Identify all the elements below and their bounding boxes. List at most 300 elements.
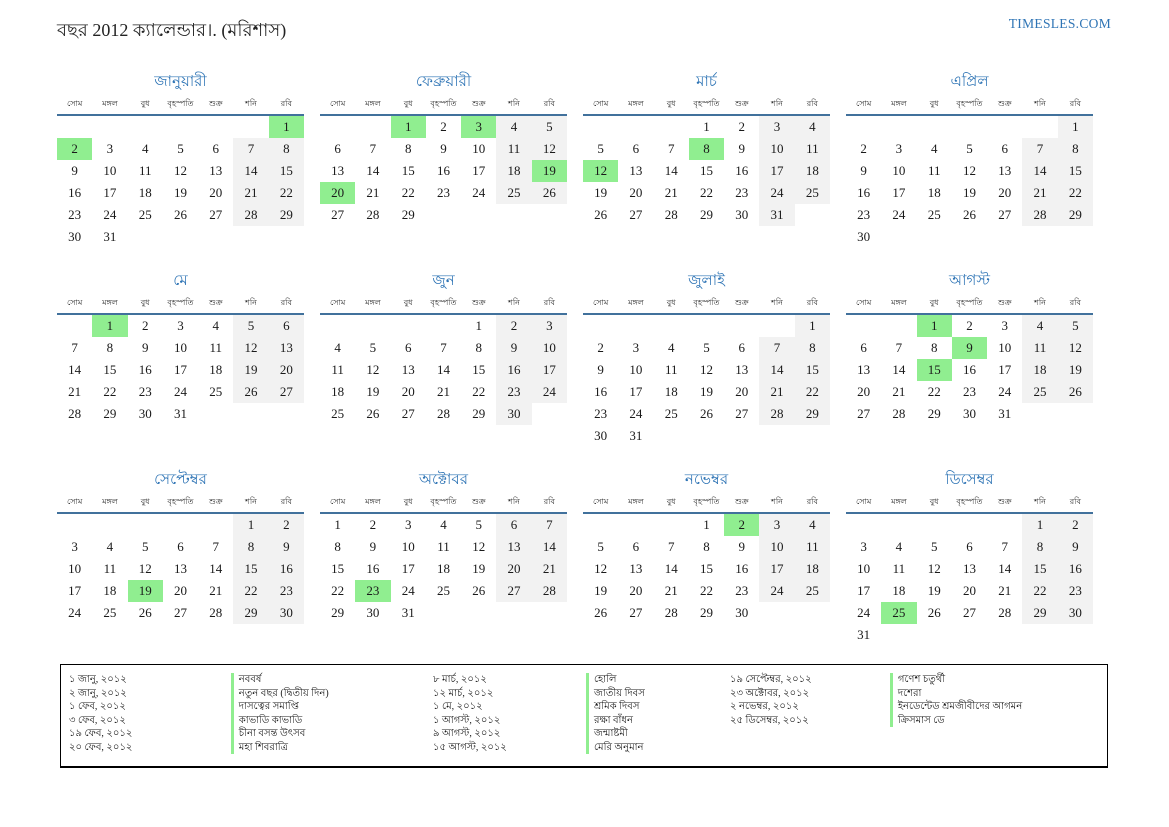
day-cell: 2 (440, 119, 447, 134)
week-row (583, 580, 830, 602)
weekday-header: মঙ্গল (618, 297, 653, 314)
day-cell: 5 (597, 141, 604, 156)
legend-holiday-label: রক্ষা বাঁধন (586, 714, 730, 728)
month-table (57, 297, 304, 425)
month-table (583, 297, 830, 447)
week-row (846, 381, 1093, 403)
day-cell: 16 (269, 558, 304, 580)
month-title: মার্চ (696, 74, 717, 90)
weekday-header: শুক্র (724, 297, 759, 314)
day-cell: 19 (927, 583, 941, 598)
day-cell: 31 (173, 406, 187, 421)
day-cell: 12 (472, 539, 486, 554)
day-cell: 17 (68, 583, 82, 598)
day-cell: 2 (269, 513, 304, 536)
day-cell: 4 (334, 340, 341, 355)
day-cell: 3 (404, 517, 412, 532)
day-cell: 6 (269, 314, 304, 337)
legend-holiday-date: ১ মে, ২০১২ (433, 701, 483, 712)
empty-cell (496, 602, 531, 624)
week-row (57, 337, 304, 359)
empty-cell (759, 314, 794, 337)
weekday-header: মঙ্গল (92, 496, 127, 513)
legend-holiday-date: ১৯ সেপ্টেম্বর, ২০১২ (730, 674, 812, 685)
day-cell: 28 (209, 605, 223, 620)
holiday-day-cell: 1 (269, 115, 304, 138)
day-cell: 12 (927, 561, 941, 576)
day-cell: 29 (1058, 204, 1093, 226)
week-row (846, 115, 1093, 138)
week-row (57, 359, 304, 381)
month-title: সেপ্টেম্বর (154, 472, 207, 488)
day-cell: 31 (629, 428, 643, 443)
day-cell: 5 (177, 141, 184, 156)
day-cell: 13 (629, 163, 643, 178)
empty-cell (846, 115, 881, 138)
day-cell: 9 (496, 337, 531, 359)
weekday-header: বুধ (391, 297, 426, 314)
day-cell: 23 (857, 207, 871, 222)
day-cell: 14 (664, 561, 678, 576)
week-row (583, 204, 830, 226)
day-cell: 24 (173, 384, 187, 399)
month-table (320, 496, 567, 624)
day-cell: 29 (927, 406, 941, 421)
empty-cell (163, 226, 198, 248)
day-cell: 14 (233, 160, 268, 182)
day-cell: 8 (475, 340, 483, 355)
day-cell: 16 (366, 561, 380, 576)
month-title: এপ্রিল (950, 74, 989, 90)
day-cell: 19 (366, 384, 380, 399)
month-1 (57, 73, 304, 248)
day-cell: 29 (103, 406, 117, 421)
week-row (320, 513, 567, 536)
day-cell: 12 (594, 561, 608, 576)
day-cell: 2 (1058, 513, 1093, 536)
empty-cell (233, 226, 268, 248)
empty-cell (1058, 403, 1093, 425)
day-cell: 26 (594, 207, 608, 222)
day-cell: 15 (699, 561, 713, 576)
day-cell: 12 (366, 362, 380, 377)
empty-cell (846, 314, 881, 337)
day-cell: 3 (632, 340, 640, 355)
empty-cell (583, 314, 618, 337)
empty-cell (233, 115, 268, 138)
week-row (57, 160, 304, 182)
day-cell: 27 (962, 605, 976, 620)
day-cell: 3 (71, 539, 78, 554)
day-cell: 11 (795, 138, 830, 160)
week-row (57, 381, 304, 403)
weekday-header: রবি (269, 496, 304, 513)
week-row (583, 381, 830, 403)
day-cell: 25 (331, 406, 345, 421)
day-cell: 3 (177, 318, 184, 333)
day-cell: 13 (962, 561, 976, 576)
day-cell: 2 (738, 119, 746, 134)
day-cell: 1 (233, 513, 268, 536)
day-cell: 30 (138, 406, 152, 421)
weekday-header: বৃহস্পতি (689, 98, 724, 115)
day-cell: 27 (173, 605, 187, 620)
day-cell: 12 (532, 138, 567, 160)
legend-label-column (231, 673, 433, 754)
holiday-day-cell: 23 (355, 580, 390, 602)
day-cell: 25 (209, 384, 223, 399)
empty-cell (461, 204, 496, 226)
day-cell: 18 (138, 185, 152, 200)
day-cell: 2 (369, 517, 377, 532)
day-cell: 21 (664, 583, 678, 598)
day-cell: 16 (594, 384, 608, 399)
day-cell: 24 (892, 207, 906, 222)
legend-holiday-label: দাসত্বের সমাপ্তি (231, 700, 433, 714)
month-2 (320, 73, 567, 248)
weekday-header: সোম (57, 496, 92, 513)
day-cell: 8 (233, 536, 268, 558)
empty-cell (689, 425, 724, 447)
weekday-header: রবি (795, 98, 830, 115)
empty-cell (917, 226, 952, 248)
day-cell: 20 (735, 384, 749, 399)
week-row (583, 138, 830, 160)
weekday-header: সোম (583, 496, 618, 513)
day-cell: 5 (966, 141, 973, 156)
day-cell: 7 (1001, 539, 1009, 554)
weekday-header: মঙ্গল (92, 98, 127, 115)
day-cell: 6 (632, 539, 640, 554)
month-title: জুন (432, 273, 455, 289)
day-cell: 5 (930, 539, 938, 554)
day-cell: 8 (106, 340, 114, 355)
weekday-header: সোম (846, 98, 881, 115)
day-cell: 11 (103, 561, 117, 576)
day-cell: 12 (138, 561, 152, 576)
week-row (846, 513, 1093, 536)
legend-holiday-date: ১ জানু, ২০১২ (69, 674, 127, 685)
empty-cell (654, 513, 689, 536)
legend-holiday-label: দশেরা (890, 687, 1097, 701)
empty-cell (583, 513, 618, 536)
empty-cell (198, 115, 233, 138)
day-cell: 15 (1022, 558, 1057, 580)
day-cell: 20 (998, 185, 1012, 200)
day-cell: 28 (233, 204, 268, 226)
day-cell: 16 (1058, 558, 1093, 580)
empty-cell (881, 314, 916, 337)
day-cell: 11 (496, 138, 531, 160)
week-row (320, 558, 567, 580)
empty-cell (881, 115, 916, 138)
empty-cell (724, 425, 759, 447)
month-12 (846, 471, 1093, 646)
day-cell: 26 (233, 381, 268, 403)
day-cell: 22 (331, 583, 345, 598)
day-cell: 15 (472, 362, 486, 377)
weekday-header: সোম (320, 98, 355, 115)
empty-cell (355, 115, 390, 138)
day-cell: 4 (440, 517, 447, 532)
legend-holiday-date: ১৫ আগস্ট, ২০১২ (433, 741, 507, 753)
day-cell: 14 (892, 362, 906, 377)
day-cell: 28 (366, 207, 380, 222)
empty-cell (881, 226, 916, 248)
day-cell: 22 (103, 384, 117, 399)
week-row (846, 359, 1093, 381)
weekday-header: শনি (233, 496, 268, 513)
week-row (846, 226, 1093, 248)
day-cell: 20 (401, 384, 415, 399)
day-cell: 3 (759, 115, 794, 138)
day-cell: 21 (664, 185, 678, 200)
day-cell: 3 (860, 539, 867, 554)
day-cell: 3 (106, 141, 114, 156)
day-cell: 26 (138, 605, 152, 620)
month-11 (583, 471, 830, 646)
day-cell: 7 (895, 340, 903, 355)
day-cell: 12 (699, 362, 713, 377)
day-cell: 15 (795, 359, 830, 381)
day-cell: 10 (759, 536, 794, 558)
day-cell: 30 (68, 229, 82, 244)
day-cell: 10 (892, 163, 906, 178)
legend-holiday-label: কাভাডি কাভাডি (231, 714, 433, 728)
weekday-header: শুক্র (198, 98, 233, 115)
day-cell: 18 (209, 362, 223, 377)
day-cell: 25 (795, 182, 830, 204)
day-cell: 23 (962, 384, 976, 399)
weekday-header: সোম (320, 496, 355, 513)
day-cell: 20 (962, 583, 976, 598)
day-cell: 25 (496, 182, 531, 204)
empty-cell (496, 204, 531, 226)
weekday-header: বৃহস্পতি (952, 98, 987, 115)
day-cell: 16 (496, 359, 531, 381)
weekday-header: বৃহস্পতি (426, 496, 461, 513)
day-cell: 17 (629, 384, 643, 399)
day-cell: 24 (857, 605, 871, 620)
day-cell: 11 (331, 362, 344, 377)
month-9 (57, 471, 304, 646)
empty-cell (1058, 226, 1093, 248)
day-cell: 16 (436, 163, 450, 178)
day-cell: 8 (269, 138, 304, 160)
day-cell: 4 (795, 513, 830, 536)
month-3 (583, 73, 830, 248)
day-cell: 14 (759, 359, 794, 381)
day-cell: 10 (759, 138, 794, 160)
day-cell: 19 (1058, 359, 1093, 381)
day-cell: 8 (930, 340, 938, 355)
day-cell: 2 (860, 141, 867, 156)
week-row (320, 359, 567, 381)
day-cell: 6 (738, 340, 746, 355)
weekday-header: রবি (795, 297, 830, 314)
week-row (320, 403, 567, 425)
day-cell: 23 (269, 580, 304, 602)
day-cell: 10 (173, 340, 187, 355)
empty-cell (128, 115, 163, 138)
empty-cell (163, 115, 198, 138)
legend-holiday-label: মেরি অনুমান (586, 741, 730, 755)
weekday-header: শুক্র (724, 98, 759, 115)
day-cell: 28 (68, 406, 82, 421)
day-cell: 9 (597, 362, 604, 377)
day-cell: 25 (927, 207, 941, 222)
day-cell: 23 (496, 381, 531, 403)
day-cell: 30 (269, 602, 304, 624)
day-cell: 20 (269, 359, 304, 381)
week-row (846, 624, 1093, 646)
weekday-header: বৃহস্পতি (163, 98, 198, 115)
weekday-header: শুক্র (724, 496, 759, 513)
weekday-header: বুধ (128, 297, 163, 314)
day-cell: 6 (860, 340, 867, 355)
week-row (583, 536, 830, 558)
week-row (57, 138, 304, 160)
empty-cell (461, 602, 496, 624)
day-cell: 1 (1022, 513, 1057, 536)
legend-holiday-date: ১ ফেব, ২০১২ (69, 701, 126, 712)
weekday-header: শুক্র (461, 98, 496, 115)
day-cell: 16 (735, 561, 749, 576)
day-cell: 26 (532, 182, 567, 204)
week-row (846, 138, 1093, 160)
empty-cell (917, 513, 952, 536)
day-cell: 26 (594, 605, 608, 620)
day-cell: 5 (233, 314, 268, 337)
week-row (57, 580, 304, 602)
week-row (57, 182, 304, 204)
empty-cell (987, 226, 1022, 248)
day-cell: 8 (703, 539, 710, 554)
day-cell: 18 (664, 384, 678, 399)
weekday-header: মঙ্গল (881, 297, 916, 314)
empty-cell (128, 513, 163, 536)
day-cell: 1 (703, 517, 710, 532)
day-cell: 16 (962, 362, 976, 377)
holiday-day-cell: 9 (952, 337, 987, 359)
day-cell: 20 (173, 583, 187, 598)
month-title: জুলাই (688, 273, 725, 289)
day-cell: 22 (1022, 580, 1057, 602)
day-cell: 14 (532, 536, 567, 558)
month-5 (57, 272, 304, 447)
legend-holiday-label: শ্রমিক দিবস (586, 700, 730, 714)
week-row (846, 337, 1093, 359)
day-cell: 30 (496, 403, 531, 425)
day-cell: 28 (664, 605, 678, 620)
day-cell: 1 (475, 318, 483, 333)
day-cell: 17 (401, 561, 415, 576)
week-row (57, 536, 304, 558)
day-cell: 1 (1058, 115, 1093, 138)
weekday-header: রবি (532, 98, 567, 115)
weekday-header: শনি (1022, 98, 1057, 115)
day-cell: 21 (209, 583, 223, 598)
day-cell: 16 (68, 185, 82, 200)
day-cell: 12 (233, 337, 268, 359)
day-cell: 6 (632, 141, 640, 156)
month-8 (846, 272, 1093, 447)
day-cell: 9 (369, 539, 377, 554)
empty-cell (759, 425, 794, 447)
day-cell: 4 (106, 539, 114, 554)
day-cell: 9 (141, 340, 149, 355)
empty-cell (952, 513, 987, 536)
day-cell: 16 (857, 185, 871, 200)
day-cell: 26 (366, 406, 380, 421)
legend-date-column (730, 673, 890, 727)
weekday-header: শুক্র (987, 496, 1022, 513)
weekday-header: বুধ (917, 496, 952, 513)
empty-cell (233, 403, 268, 425)
day-cell: 13 (629, 561, 643, 576)
empty-cell (795, 425, 830, 447)
weekday-header: বুধ (654, 98, 689, 115)
weekday-header: সোম (320, 297, 355, 314)
empty-cell (795, 204, 830, 226)
empty-cell (987, 115, 1022, 138)
day-cell: 11 (892, 561, 906, 576)
weekday-header: বৃহস্পতি (163, 496, 198, 513)
weekday-header: বৃহস্পতি (689, 496, 724, 513)
day-cell: 30 (735, 207, 749, 222)
day-cell: 14 (998, 561, 1012, 576)
day-cell: 27 (331, 207, 345, 222)
week-row (846, 314, 1093, 337)
day-cell: 19 (472, 561, 486, 576)
day-cell: 3 (1001, 318, 1009, 333)
empty-cell (618, 115, 653, 138)
weekday-header: সোম (583, 98, 618, 115)
day-cell: 7 (759, 337, 794, 359)
day-cell: 14 (436, 362, 450, 377)
legend-holiday-label: জাতীয় দিবস (586, 687, 730, 701)
brand-link[interactable]: TIMESLES.COM (1008, 16, 1111, 31)
legend-holiday-label: ইনডেন্টেড শ্রমজীবীদের আগমন (890, 700, 1097, 714)
day-cell: 18 (795, 160, 830, 182)
weekday-header: শনি (496, 98, 531, 115)
day-cell: 15 (331, 561, 345, 576)
empty-cell (724, 314, 759, 337)
day-cell: 7 (369, 141, 377, 156)
week-row (320, 138, 567, 160)
legend-holiday-date: ১ আগস্ট, ২০১২ (433, 714, 501, 726)
day-cell: 29 (795, 403, 830, 425)
holiday-day-cell: 19 (128, 580, 163, 602)
day-cell: 3 (759, 513, 794, 536)
week-row (583, 558, 830, 580)
empty-cell (57, 513, 92, 536)
weekday-header: শুক্র (198, 496, 233, 513)
weekday-header: রবি (269, 297, 304, 314)
day-cell: 27 (269, 381, 304, 403)
day-cell: 14 (1022, 160, 1057, 182)
day-cell: 15 (103, 362, 117, 377)
week-row (57, 558, 304, 580)
empty-cell (198, 513, 233, 536)
day-cell: 2 (141, 318, 149, 333)
empty-cell (198, 403, 233, 425)
day-cell: 1 (795, 314, 830, 337)
weekday-header: রবি (795, 496, 830, 513)
empty-cell (92, 115, 127, 138)
day-cell: 8 (795, 337, 830, 359)
weekday-header: বৃহস্পতি (952, 496, 987, 513)
